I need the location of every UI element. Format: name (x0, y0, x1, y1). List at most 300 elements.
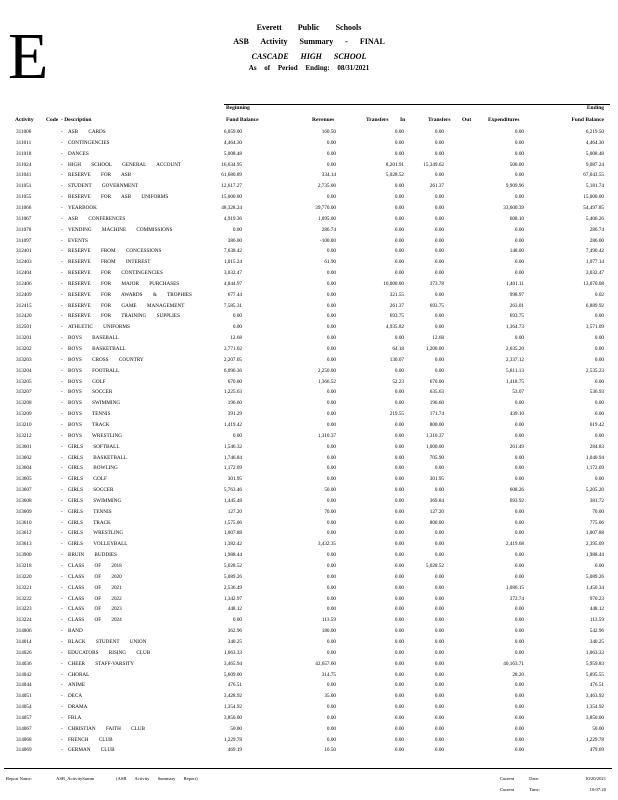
description-cell: GIRLS TENNIS (68, 508, 112, 515)
ending-balance-cell: 448.12 (589, 606, 604, 613)
revenues-cell: 0.00 (326, 421, 336, 428)
revenues-cell: 0.00 (326, 476, 336, 483)
separator-dash: - (61, 541, 63, 548)
separator-dash: - (61, 736, 63, 743)
ending-balance-cell: 0.00 (594, 563, 604, 569)
revenues-cell: 0.00 (326, 161, 336, 168)
transfers-out-cell: 369.84 (429, 497, 444, 504)
expenditures-cell: 0.00 (514, 432, 524, 439)
transfers-in-cell: 52.23 (392, 378, 404, 385)
activity-cell: 313209 (16, 411, 32, 418)
expenditures-cell: 0.00 (514, 747, 524, 754)
activity-cell: 313218 (16, 563, 32, 569)
table-row (0, 509, 618, 517)
revenues-cell: 0.00 (326, 346, 336, 352)
beginning-balance-cell: 7,638.42 (223, 248, 242, 255)
transfers-in-cell: 0.00 (394, 552, 404, 559)
ending-balance-cell: 1,077.14 (585, 259, 604, 266)
transfers-out-cell: 0.00 (434, 617, 444, 624)
expenditures-cell: 0.00 (514, 736, 524, 743)
revenues-cell: 160.50 (321, 129, 336, 135)
transfers-out-cell: 301.95 (429, 476, 444, 483)
beginning-balance-cell: 15,000.00 (221, 194, 242, 201)
table-row (0, 715, 618, 723)
beginning-balance-cell: 469.19 (227, 747, 242, 754)
revenues-cell: 0.00 (326, 248, 336, 255)
separator-dash: - (61, 226, 63, 233)
description-cell: EDUCATORS RISING CLUB (68, 649, 151, 656)
activity-cell: 312403 (16, 259, 32, 266)
description-cell: CHRISTIAN FAITH CLUB (68, 725, 145, 732)
description-cell: CLASS OF 2018 (68, 563, 122, 569)
transfers-out-cell: 0.00 (434, 139, 444, 146)
activity-cell: 313212 (16, 432, 32, 439)
transfers-in-cell: 8,201.91 (385, 161, 404, 168)
revenues-cell: 286.74 (321, 226, 336, 233)
table-row (0, 389, 618, 397)
table-row (0, 346, 618, 354)
beginning-balance-cell: 677.44 (227, 291, 242, 298)
transfers-in-cell: 0.00 (394, 671, 404, 678)
table-row (0, 530, 618, 538)
beginning-balance-cell: 1,988.44 (223, 552, 242, 559)
beginning-balance-cell: 0.00 (232, 313, 242, 320)
separator-dash: - (61, 508, 63, 515)
transfers-out-cell: 0.00 (434, 291, 444, 298)
transfers-in-cell: 0.00 (394, 237, 404, 244)
activity-cell: 311055 (16, 194, 32, 201)
ending-balance-cell: 1,450.34 (585, 584, 604, 591)
activity-cell: 313610 (16, 519, 32, 526)
transfers-in-cell: 0.00 (394, 204, 404, 211)
ending-balance-cell: 970.23 (589, 595, 604, 602)
transfers-out-cell: 127.20 (429, 508, 444, 515)
table-row (0, 129, 618, 137)
beginning-balance-cell: 3,771.02 (223, 346, 242, 352)
table-row (0, 238, 618, 246)
ending-balance-cell: 0.00 (594, 346, 604, 352)
activity-cell: 312420 (16, 313, 32, 320)
transfers-out-cell: 0.00 (434, 552, 444, 559)
expenditures-cell: 372.74 (509, 595, 524, 602)
transfers-out-cell: 0.00 (434, 714, 444, 721)
table-row (0, 747, 618, 755)
transfers-out-cell: 800.00 (429, 421, 444, 428)
beginning-balance-cell: 4,464.30 (223, 139, 242, 146)
separator-dash: - (61, 454, 63, 461)
expenditures-cell: 0.00 (514, 335, 524, 342)
transfers-out-cell: 0.00 (434, 204, 444, 211)
separator-dash: - (61, 660, 63, 667)
revenues-cell: 0.00 (326, 313, 336, 320)
revenues-cell: 0.00 (326, 389, 336, 396)
beginning-balance-cell: 476.51 (227, 682, 242, 689)
activity-cell: 313609 (16, 508, 32, 515)
revenues-cell: 0.00 (326, 530, 336, 537)
ending-balance-cell: 67,043.55 (583, 172, 604, 179)
description-cell: VENDING MACHINE COMMISSIONS (68, 226, 173, 233)
table-row (0, 563, 618, 571)
transfers-in-cell: 0.00 (394, 465, 404, 472)
activity-cell: 314068 (16, 736, 32, 743)
activity-cell: 313210 (16, 421, 32, 428)
ending-balance-cell: 1,988.44 (585, 552, 604, 559)
activity-cell: 313612 (16, 530, 32, 537)
beginning-balance-cell: 1,746.84 (223, 454, 242, 461)
table-row (0, 205, 618, 213)
description-cell: CLASS OF 2024 (68, 617, 122, 624)
revenues-cell: 0.00 (326, 573, 336, 580)
expenditures-cell: 0.00 (514, 573, 524, 580)
revenues-cell: 61.90 (324, 259, 336, 266)
description-cell: GIRLS SOCCER (68, 487, 114, 494)
transfers-out-cell: 0.00 (434, 747, 444, 754)
table-row (0, 444, 618, 452)
beginning-balance-cell: 3,428.92 (223, 693, 242, 700)
table-row (0, 617, 618, 625)
separator-dash: - (61, 259, 63, 266)
beginning-balance-cell: 1,015.24 (223, 259, 242, 266)
activity-cell: 313205 (16, 378, 32, 385)
transfers-in-cell: 0.00 (394, 725, 404, 732)
revenues-cell: 35.00 (324, 693, 336, 700)
description-cell: GIRLS SOFTBALL (68, 443, 120, 450)
description-cell: RESERVE FOR ASB (68, 172, 132, 179)
transfers-out-cell: 0.00 (434, 215, 444, 222)
table-row (0, 172, 618, 180)
separator-dash: - (61, 573, 63, 580)
expenditures-cell: 0.00 (514, 704, 524, 711)
separator-dash: - (61, 139, 63, 146)
activity-cell: 313223 (16, 606, 32, 613)
beginning-balance-cell: 1,172.69 (223, 465, 242, 472)
transfers-out-cell: 0.00 (434, 248, 444, 255)
transfers-in-cell: 0.00 (394, 693, 404, 700)
transfers-out-cell: 0.00 (434, 584, 444, 591)
expenditures-cell: 1,418.75 (505, 378, 524, 385)
period-ending: As of Period Ending: 08/31/2021 (248, 64, 370, 72)
ending-balance-cell: 3,032.47 (585, 270, 604, 277)
separator-dash: - (61, 129, 63, 135)
ending-balance-cell: 775.06 (589, 519, 604, 526)
ending-balance-cell: 1,354.92 (585, 704, 604, 711)
expenditures-cell: 0.00 (514, 172, 524, 179)
beginning-balance-cell: 301.95 (227, 476, 242, 483)
separator-dash: - (61, 432, 63, 439)
expenditures-cell: 439.10 (509, 411, 524, 418)
col-expenditures: Expenditures (488, 117, 520, 123)
ending-balance-cell: 476.51 (589, 682, 604, 689)
description-cell: HIGH SCHOOL GENERAL ACCOUNT (68, 161, 182, 168)
ending-balance-cell: 1,229.78 (585, 736, 604, 743)
separator-dash: - (61, 400, 63, 407)
transfers-out-cell: 12.68 (432, 335, 444, 342)
report-name-label: Report Name: (6, 776, 32, 781)
activity-cell: 312501 (16, 324, 32, 331)
revenues-cell: 0.00 (326, 291, 336, 298)
revenues-cell: 0.00 (326, 725, 336, 732)
expenditures-cell: 0.00 (514, 649, 524, 656)
separator-dash: - (61, 204, 63, 211)
transfers-in-cell: 0.00 (394, 432, 404, 439)
ending-balance-cell: 13,070.08 (583, 280, 604, 287)
expenditures-cell: 0.00 (514, 454, 524, 461)
description-cell: GIRLS VOLLEYBALL (68, 541, 128, 548)
transfers-out-cell: 196.60 (429, 400, 444, 407)
description-cell: FRENCH CLUB (68, 736, 113, 743)
beginning-balance-cell: 12,617.27 (221, 183, 242, 190)
expenditures-cell: 263.01 (509, 302, 524, 309)
table-row (0, 628, 618, 636)
activity-cell: 311041 (16, 172, 32, 179)
table-row (0, 606, 618, 614)
expenditures-cell: 0.00 (514, 552, 524, 559)
separator-dash: - (61, 747, 63, 754)
description-cell: DRAMA (68, 704, 88, 711)
separator-dash: - (61, 302, 63, 309)
beginning-balance-cell: 1,354.92 (223, 704, 242, 711)
current-time-value: 10:07:20 (589, 787, 606, 792)
table-row (0, 281, 618, 289)
revenues-cell: 2,250.00 (317, 367, 336, 374)
transfers-in-cell: 0.00 (394, 638, 404, 645)
beginning-balance-cell: 3,032.47 (223, 270, 242, 277)
ending-balance-cell: 5,205.20 (585, 487, 604, 494)
transfers-in-cell: 0.00 (394, 215, 404, 222)
transfers-out-cell: 0.00 (434, 324, 444, 331)
beginning-balance-cell: 3,850.00 (223, 714, 242, 721)
separator-dash: - (61, 519, 63, 526)
report-subtitle: (ASB Activity Summary Report) (116, 776, 198, 781)
ending-balance-cell: 0.00 (594, 411, 604, 418)
revenues-cell: 50.00 (324, 487, 336, 494)
separator-dash: - (61, 324, 63, 331)
activity-cell: 314051 (16, 693, 32, 700)
expenditures-cell: 0.00 (514, 606, 524, 613)
activity-cell: 313224 (16, 617, 32, 624)
expenditures-cell: 0.00 (514, 226, 524, 233)
revenues-cell: 0.00 (326, 400, 336, 407)
description-cell: GIRLS TRACK (68, 519, 111, 526)
expenditures-cell: 33,600.39 (503, 204, 524, 211)
expenditures-cell: 500.00 (509, 161, 524, 168)
expenditures-cell: 998.97 (509, 291, 524, 298)
ending-balance-cell: 5,089.26 (585, 573, 604, 580)
separator-dash: - (61, 172, 63, 179)
transfers-in-cell: 693.75 (389, 313, 404, 320)
activity-cell: 313220 (16, 573, 32, 580)
beginning-balance-cell: 670.00 (227, 378, 242, 385)
expenditures-cell: 0.00 (514, 617, 524, 624)
table-row (0, 574, 618, 582)
description-cell: RESERVE FOR AWARDS & TROPHIES (68, 291, 192, 298)
revenues-cell: 0.00 (326, 280, 336, 287)
separator-dash: - (61, 280, 63, 287)
expenditures-cell: 0.00 (514, 725, 524, 732)
table-row (0, 422, 618, 430)
transfers-out-cell: 261.37 (429, 183, 444, 190)
revenues-cell: 0.00 (326, 139, 336, 146)
activity-cell: 313607 (16, 487, 32, 494)
separator-dash: - (61, 617, 63, 624)
transfers-out-cell: 0.00 (434, 638, 444, 645)
transfers-out-cell: 0.00 (434, 671, 444, 678)
activity-cell: 313207 (16, 389, 32, 396)
expenditures-cell: 2,337.12 (505, 356, 524, 363)
separator-dash: - (61, 194, 63, 201)
expenditures-cell: 9,909.96 (505, 183, 524, 190)
beginning-balance-cell: 0.00 (232, 324, 242, 331)
revenues-cell: 1,095.00 (317, 215, 336, 222)
transfers-out-cell: 0.00 (434, 649, 444, 656)
ending-balance-cell: 70.00 (592, 508, 604, 515)
revenues-cell: 2,735.00 (317, 183, 336, 190)
table-row (0, 650, 618, 658)
separator-dash: - (61, 606, 63, 613)
col-ending-bottom: Fund Balance (571, 117, 604, 123)
activity-cell: 311024 (16, 161, 32, 168)
transfers-out-cell: 0.00 (434, 530, 444, 537)
expenditures-cell: 0.00 (514, 237, 524, 244)
activity-cell: 314067 (16, 725, 32, 732)
transfers-out-cell: 0.00 (434, 595, 444, 602)
separator-dash: - (61, 530, 63, 537)
transfers-out-cell: 0.00 (434, 356, 444, 363)
table-row (0, 292, 618, 300)
transfers-out-cell: 0.00 (434, 487, 444, 494)
revenues-cell: 0.00 (326, 519, 336, 526)
revenues-cell: 39,770.00 (315, 204, 336, 211)
activity-cell: 313605 (16, 476, 32, 483)
activity-cell: 312401 (16, 248, 32, 255)
ending-balance-cell: 7,490.42 (585, 248, 604, 255)
description-cell: RESERVE FOR CONTINGENCIES (68, 270, 163, 277)
expenditures-cell: 0.00 (514, 693, 524, 700)
description-cell: GIRLS SWIMMING (68, 497, 122, 504)
description-cell: GIRLS BOWLING (68, 465, 118, 472)
activity-cell: 313608 (16, 497, 32, 504)
separator-dash: - (61, 443, 63, 450)
separator-dash: - (61, 628, 63, 635)
ending-balance-cell: 381.72 (589, 497, 604, 504)
separator-dash: - (61, 411, 63, 418)
expenditures-cell: 0.00 (514, 194, 524, 201)
transfers-in-cell: 10,000.00 (383, 280, 404, 287)
transfers-in-cell: 0.00 (394, 497, 404, 504)
beginning-balance-cell: 340.25 (227, 638, 242, 645)
col-description: - Description (61, 117, 92, 123)
ending-balance-cell: 0.00 (594, 476, 604, 483)
ending-balance-cell: 2,395.09 (585, 541, 604, 548)
transfers-in-cell: 0.00 (394, 270, 404, 277)
col-transfers-out-b: Out (462, 117, 472, 123)
ending-balance-cell: 1,172.69 (585, 465, 604, 472)
beginning-balance-cell: 6,059.00 (223, 129, 242, 135)
transfers-out-cell: 1,310.37 (425, 432, 444, 439)
description-cell: BAND (68, 628, 83, 635)
separator-dash: - (61, 638, 63, 645)
transfers-out-cell: 705.90 (429, 454, 444, 461)
expenditures-cell: 0.00 (514, 270, 524, 277)
revenues-cell: 334.14 (321, 172, 336, 179)
description-cell: RESERVE FOR TRAINING SUPPLIES (68, 313, 180, 320)
activity-cell: 312406 (16, 280, 32, 287)
separator-dash: - (61, 150, 63, 157)
transfers-in-cell: 0.00 (394, 628, 404, 635)
current-date-label: Current Date: (500, 776, 540, 781)
beginning-balance-cell: 1,225.63 (223, 389, 242, 396)
expenditures-cell: 148.00 (509, 248, 524, 255)
ending-balance-cell: 286.00 (589, 237, 604, 244)
transfers-in-cell: 261.37 (389, 302, 404, 309)
beginning-balance-cell: 1,575.06 (223, 519, 242, 526)
col-transfers-in-b: In (400, 117, 406, 123)
table-row (0, 194, 618, 202)
beginning-balance-cell: 1,546.32 (223, 443, 242, 450)
expenditures-cell: 0.00 (514, 129, 524, 135)
footer-rule (4, 768, 612, 769)
beginning-balance-cell: 2,536.49 (223, 584, 242, 591)
ending-balance-cell: 4,464.30 (585, 139, 604, 146)
transfers-out-cell: 0.00 (434, 628, 444, 635)
separator-dash: - (61, 497, 63, 504)
description-cell: CLASS OF 2023 (68, 606, 122, 613)
revenues-cell: 180.00 (321, 628, 336, 635)
description-cell: GERMAN CLUB (68, 747, 115, 754)
beginning-balance-cell: 5,028.52 (223, 563, 242, 569)
transfers-in-cell: 0.00 (394, 476, 404, 483)
transfers-in-cell: 0.00 (394, 335, 404, 342)
ending-balance-cell: 3,571.09 (585, 324, 604, 331)
transfers-out-cell: 800.00 (429, 519, 444, 526)
beginning-balance-cell: 1,382.42 (223, 541, 242, 548)
ending-balance-cell: 54,497.85 (583, 204, 604, 211)
beginning-balance-cell: 4,919.36 (223, 215, 242, 222)
expenditures-cell: 0.00 (514, 628, 524, 635)
revenues-cell: 0.00 (326, 714, 336, 721)
transfers-in-cell: 0.00 (394, 660, 404, 667)
revenues-cell: 1,366.52 (317, 378, 336, 385)
beginning-balance-cell: 16,634.95 (221, 161, 242, 168)
transfers-in-cell: 64.18 (392, 346, 404, 352)
activity-cell: 312404 (16, 270, 32, 277)
transfers-in-cell: 321.55 (389, 291, 404, 298)
revenues-cell: 0.00 (326, 595, 336, 602)
transfers-in-cell: 5,028.52 (385, 172, 404, 179)
separator-dash: - (61, 248, 63, 255)
revenues-cell: 0.00 (326, 682, 336, 689)
table-row (0, 259, 618, 267)
transfers-in-cell: 0.00 (394, 704, 404, 711)
activity-cell: 314054 (16, 704, 32, 711)
activity-cell: 313604 (16, 465, 32, 472)
transfers-in-cell: 0.00 (394, 573, 404, 580)
school-name: CASCADE HIGH SCHOOL (251, 52, 367, 61)
table-row (0, 704, 618, 712)
activity-cell: 314006 (16, 628, 32, 635)
table-row (0, 639, 618, 647)
beginning-balance-cell: 196.60 (227, 400, 242, 407)
revenues-cell: 314.75 (321, 671, 336, 678)
activity-cell: 312415 (16, 302, 32, 309)
transfers-out-cell: 0.00 (434, 660, 444, 667)
transfers-out-cell: 0.00 (434, 226, 444, 233)
table-row (0, 379, 618, 387)
description-cell: BOYS TENNIS (68, 411, 111, 418)
table-row (0, 552, 618, 560)
transfers-out-cell: 0.00 (434, 606, 444, 613)
ending-balance-cell: 286.74 (589, 226, 604, 233)
